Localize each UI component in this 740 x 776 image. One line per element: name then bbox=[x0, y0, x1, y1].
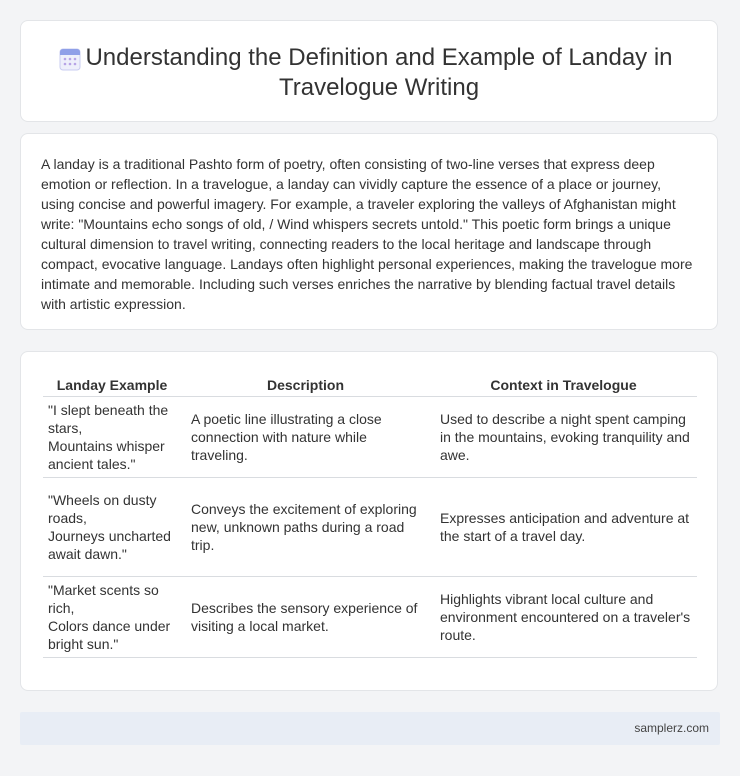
header-landay-example: Landay Example bbox=[43, 372, 181, 397]
page-title: Understanding the Definition and Example of Landay in Travelogue Writing bbox=[85, 44, 673, 101]
header-description: Description bbox=[181, 372, 430, 397]
title-card bbox=[20, 20, 718, 122]
cell-context: Highlights vibrant local culture and environment encountered on a traveler's route. bbox=[430, 577, 697, 658]
intro-card bbox=[20, 133, 718, 330]
footer-bar bbox=[20, 712, 720, 745]
cell-context: Used to describe a night spent camping in the mountains, evoking tranquility and awe. bbox=[430, 397, 697, 478]
cell-description: Conveys the excitement of exploring new, unknown paths during a road trip. bbox=[181, 478, 430, 577]
table-card bbox=[20, 351, 718, 691]
cell-description: A poetic line illustrating a close connection with nature while traveling. bbox=[181, 397, 430, 478]
intro-paragraph: A landay is a traditional Pashto form of poetry, often consisting of two-line verses that express deep emotion or reflection. In a travelogue, a landay can vividly capture the essence of a place or journey, using concise and powerful imagery. For example, a traveler exploring the valleys of Afghanistan might write: "Mountains echo songs of old, / Wind whispers secrets untold." This poetic form brings a unique cultural dimension to travel writing, connecting readers to the local heritage and landscape through compact, evocative language. Landays often highlight personal experiences, making the travelogue more intimate and memorable. Including such verses enriches the narrative by blending factual travel details with artistic expression. bbox=[41, 156, 693, 312]
cell-example: "I slept beneath the stars, Mountains whisper ancient tales." bbox=[43, 397, 181, 478]
table-row bbox=[43, 478, 697, 577]
table-row bbox=[43, 397, 697, 478]
table-row bbox=[43, 577, 697, 658]
cell-context: Expresses anticipation and adventure at the start of a travel day. bbox=[430, 478, 697, 577]
cell-example: "Market scents so rich, Colors dance under bright sun." bbox=[43, 577, 181, 658]
cell-description: Describes the sensory experience of visiting a local market. bbox=[181, 577, 430, 658]
footer-site-link[interactable]: samplerz.com bbox=[634, 721, 709, 735]
table-header-row bbox=[43, 372, 697, 397]
landay-table bbox=[43, 372, 697, 658]
cell-example: "Wheels on dusty roads, Journeys uncharted await dawn." bbox=[43, 478, 181, 577]
header-context: Context in Travelogue bbox=[430, 372, 697, 397]
